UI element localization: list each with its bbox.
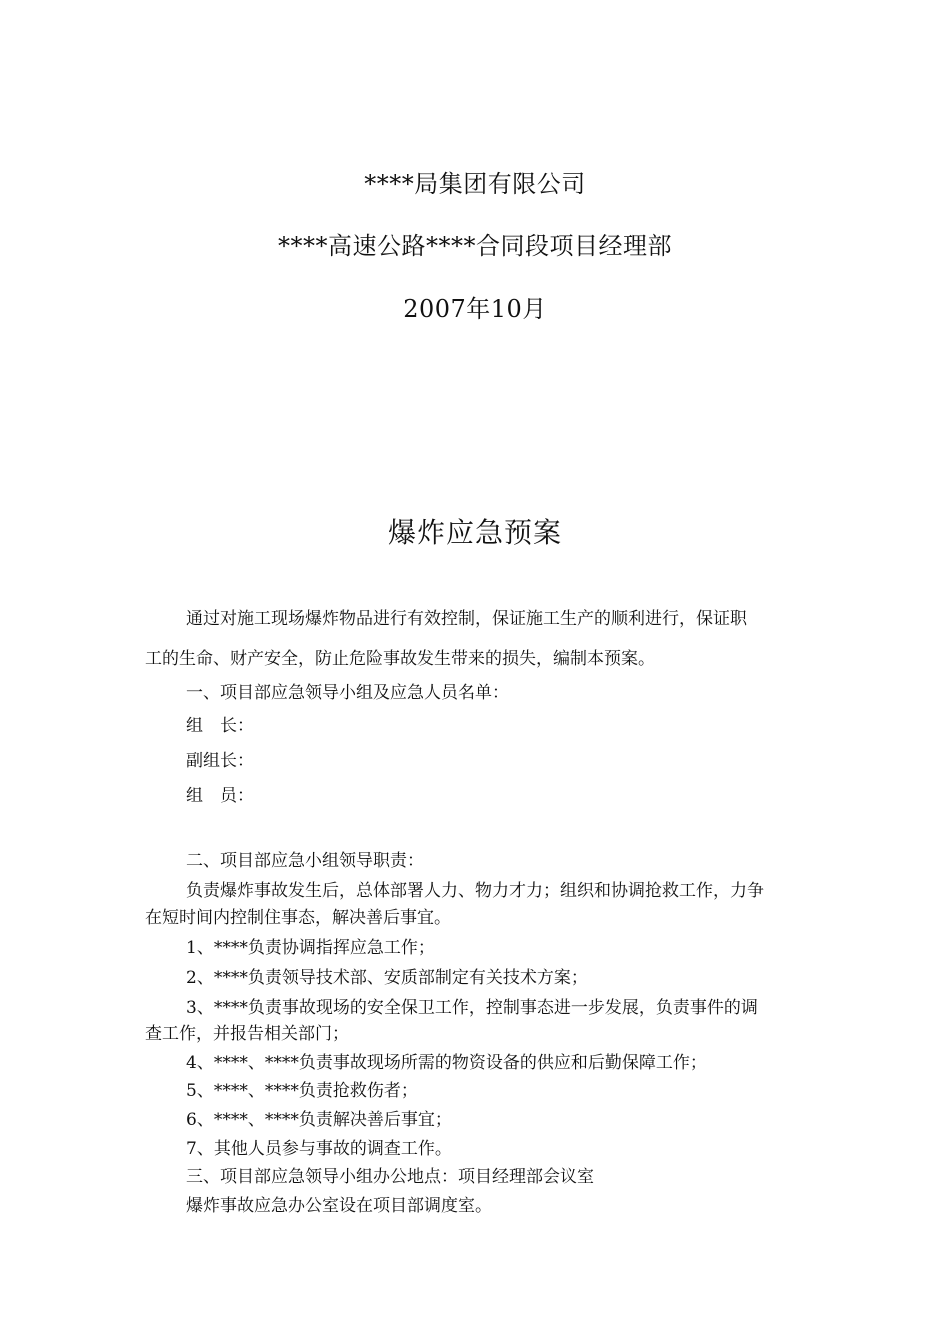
intro-line-1: 通过对施工现场爆炸物品进行有效控制，保证施工生产的顺利进行，保证职 <box>186 609 747 629</box>
deputy-label: 副组长： <box>186 751 254 771</box>
duty-line-2: 在短时间内控制住事态，解决善后事宜。 <box>145 908 451 928</box>
member-label: 组 员： <box>186 786 254 806</box>
section-3-heading: 三、项目部应急领导小组办公地点：项目经理部会议室 <box>186 1167 594 1187</box>
section-2-heading: 二、项目部应急小组领导职责： <box>186 851 424 871</box>
list-item-1: 1、****负责协调指挥应急工作； <box>186 938 435 958</box>
section-1-heading: 一、项目部应急领导小组及应急人员名单： <box>186 683 509 703</box>
department-name: ****高速公路****合同段项目经理部 <box>278 232 672 260</box>
leader-label: 组 长： <box>186 716 254 736</box>
organization-name: ****局集团有限公司 <box>364 170 586 198</box>
office-location: 爆炸事故应急办公室设在项目部调度室。 <box>186 1196 492 1216</box>
intro-line-2: 工的生命、财产安全，防止危险事故发生带来的损失，编制本预案。 <box>145 649 655 669</box>
list-item-4: 4、****、****负责事故现场所需的物资设备的供应和后勤保障工作； <box>186 1053 707 1073</box>
duty-line-1: 负责爆炸事故发生后，总体部署人力、物力才力；组织和协调抢救工作，力争 <box>186 881 764 901</box>
list-item-5: 5、****、****负责抢救伤者； <box>186 1081 418 1101</box>
document-title: 爆炸应急预案 <box>387 516 562 549</box>
list-item-3-line-1: 3、****负责事故现场的安全保卫工作，控制事态进一步发展，负责事件的调 <box>186 998 758 1018</box>
list-item-2: 2、****负责领导技术部、安质部制定有关技术方案； <box>186 968 588 988</box>
list-item-6: 6、****、****负责解决善后事宜； <box>186 1110 452 1130</box>
list-item-7: 7、其他人员参与事故的调查工作。 <box>186 1139 452 1159</box>
list-item-3-line-2: 查工作，并报告相关部门； <box>145 1024 349 1044</box>
document-date: 2007年10月 <box>403 295 547 323</box>
